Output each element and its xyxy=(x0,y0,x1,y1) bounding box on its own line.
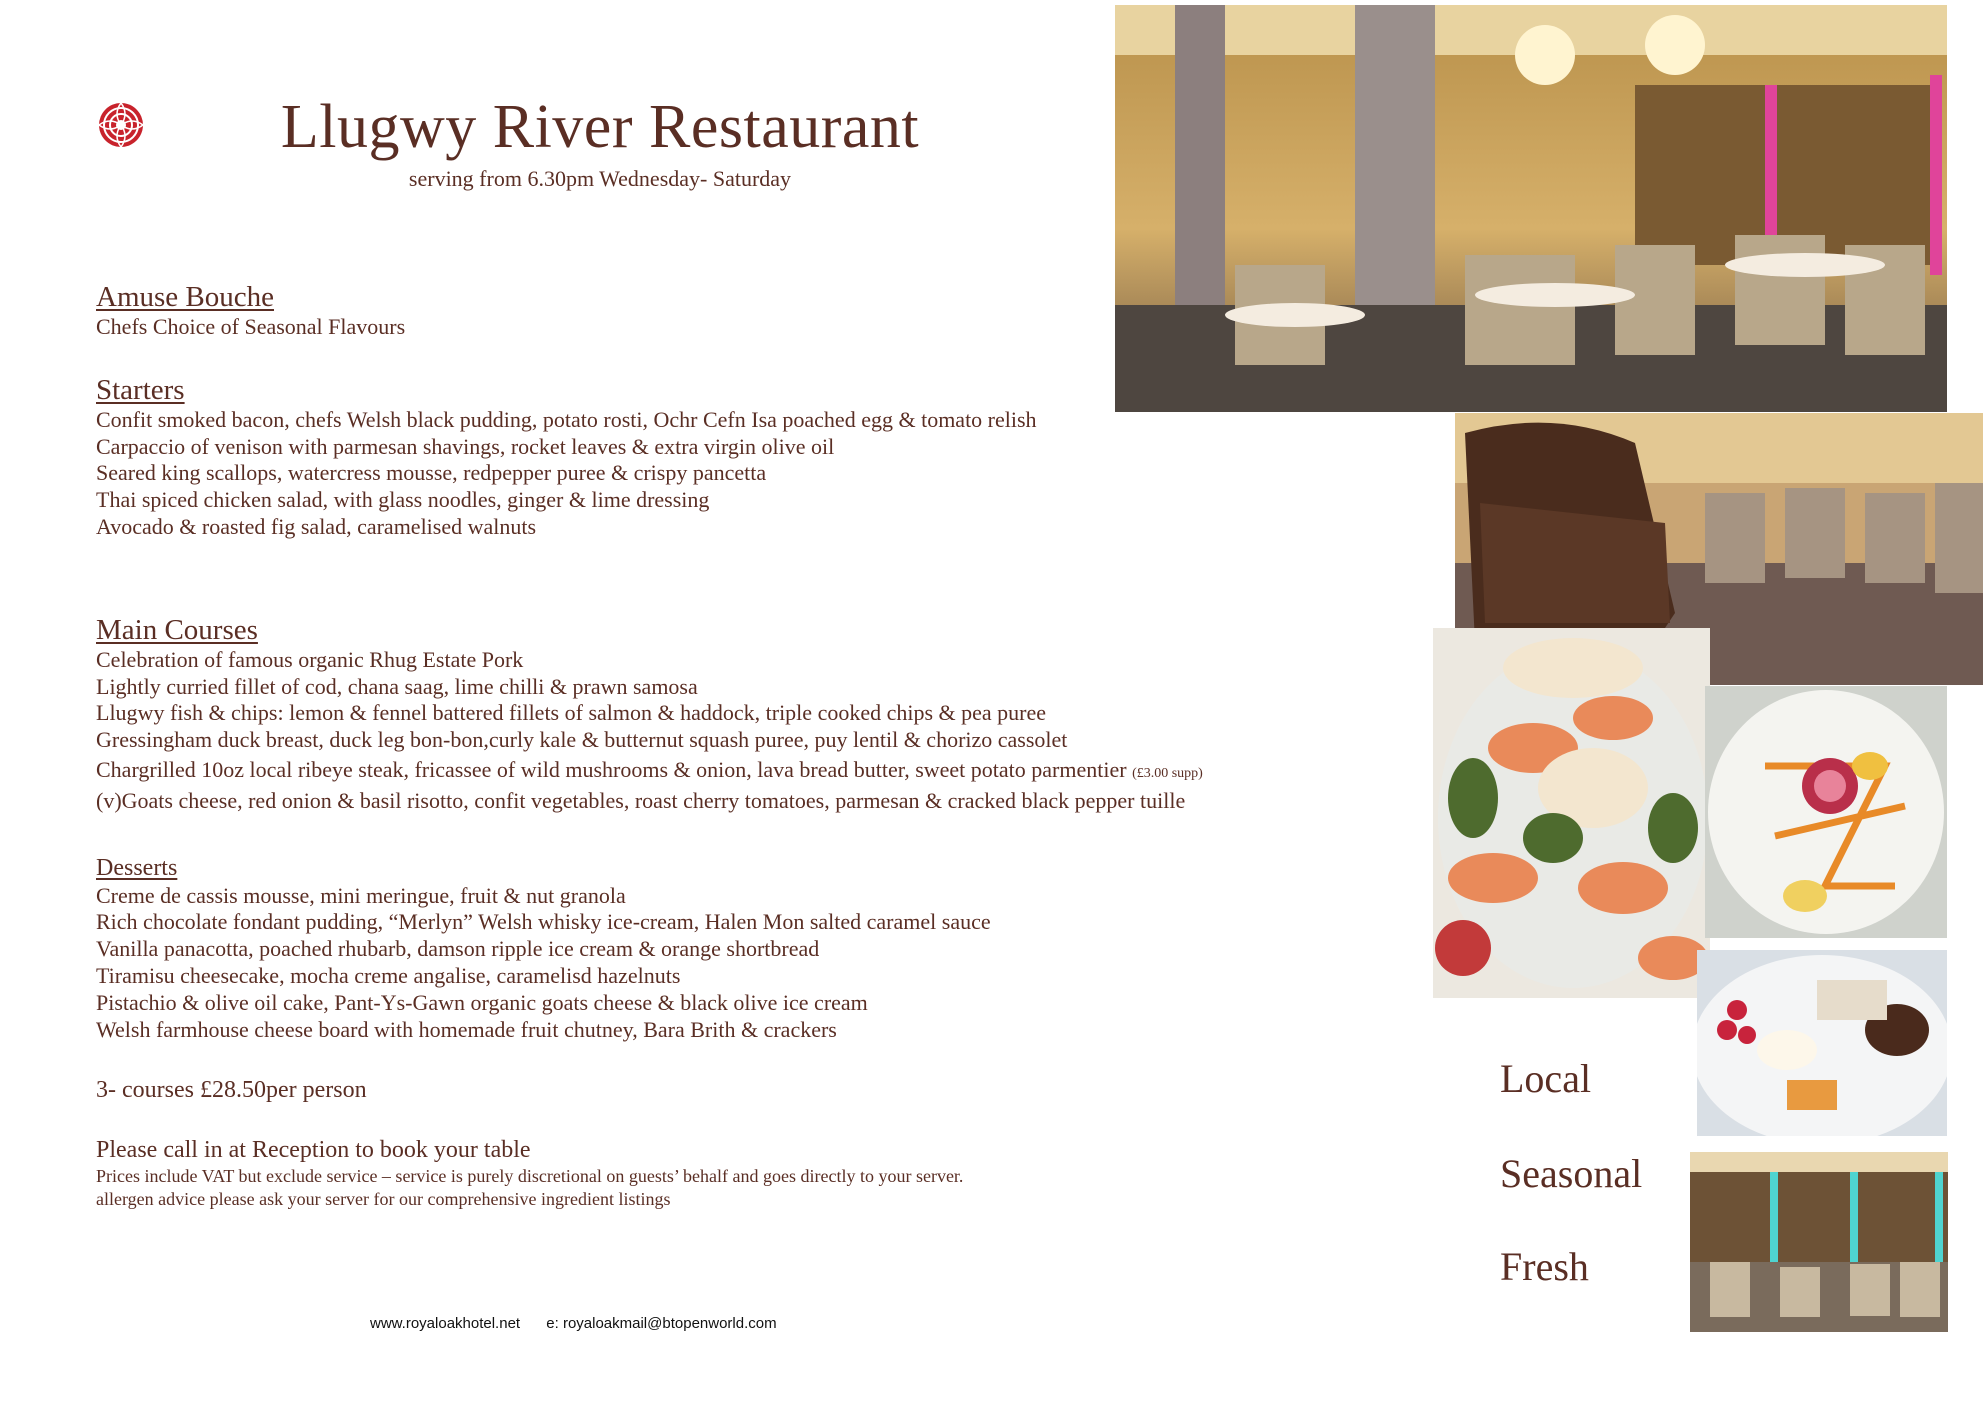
menu-item: Celebration of famous organic Rhug Estate Pork xyxy=(96,646,524,672)
menu-item-text: Chargrilled 10oz local ribeye steak, fricassee of wild mushrooms & onion, lava bread butter, sweet potato parmentier xyxy=(96,756,1127,782)
website-link[interactable]: www.royaloakhotel.net xyxy=(370,1315,521,1332)
menu-item: Gressingham duck breast, duck leg bon-bon,curly kale & butternut squash puree, puy lentil & chorizo cassolet xyxy=(96,727,1068,753)
booking-heading: Please call in at Reception to book your table xyxy=(96,1137,531,1164)
tagline-seasonal: Seasonal xyxy=(1500,1151,1643,1196)
desserts-heading: Desserts xyxy=(96,854,178,881)
teal-dining-room-photo xyxy=(1690,1152,1948,1332)
menu-item: Avocado & roasted fig salad, caramelised walnuts xyxy=(96,513,537,539)
tagline-fresh: Fresh xyxy=(1500,1244,1589,1289)
footer-contact xyxy=(370,1315,777,1332)
page-subtitle: serving from 6.30pm Wednesday- Saturday xyxy=(408,166,792,191)
menu-item: Confit smoked bacon, chefs Welsh black pudding, potato rosti, Ochr Cefn Isa poached egg & tomato relish xyxy=(96,406,1037,432)
course-price: 3- courses £28.50per person xyxy=(96,1077,367,1104)
menu-item: Tiramisu cheesecake, mocha creme angalise, caramelisd hazelnuts xyxy=(96,962,681,988)
menu-item: (v)Goats cheese, red onion & basil risotto, confit vegetables, roast cherry tomatoes, parmesan & cracked black pepper tuille xyxy=(96,787,1186,813)
venison-dish-photo xyxy=(1705,686,1947,938)
tagline-local: Local xyxy=(1500,1056,1592,1101)
starters-heading: Starters xyxy=(96,373,185,406)
desserts-section xyxy=(96,853,1396,1044)
menu-item: Seared king scallops, watercress mousse, redpepper puree & crispy pancetta xyxy=(96,460,767,486)
menu-content xyxy=(96,280,1396,1211)
menu-item: Creme de cassis mousse, mini meringue, fruit & nut granola xyxy=(96,882,626,908)
menu-item: Pistachio & olive oil cake, Pant-Ys-Gawn organic goats cheese & black olive ice cream xyxy=(96,989,868,1015)
menu-item: Chefs Choice of Seasonal Flavours xyxy=(96,314,406,339)
menu-item-steak xyxy=(96,757,1396,788)
menu-item: Rich chocolate fondant pudding, “Merlyn” Welsh whisky ice-cream, Halen Mon salted caramel sauce xyxy=(96,909,991,935)
restaurant-interior-photo xyxy=(1115,5,1947,412)
amuse-bouche-heading: Amuse Bouche xyxy=(96,281,274,313)
dessert-plate-photo xyxy=(1697,950,1947,1136)
menu-item: Welsh farmhouse cheese board with homemade fruit chutney, Bara Brith & crackers xyxy=(96,1016,837,1042)
menu-item: Vanilla panacotta, poached rhubarb, damson ripple ice cream & orange shortbread xyxy=(96,936,820,962)
main-courses-heading: Main Courses xyxy=(96,613,258,646)
email-link[interactable]: e: royaloakmail@btopenworld.com xyxy=(546,1315,777,1332)
allergen-note: allergen advice please ask your server for our comprehensive ingredient listings xyxy=(96,1189,671,1210)
vat-note: Prices include VAT but exclude service – service is purely discretional on guests’ behalf and goes directly to your server. xyxy=(96,1166,964,1187)
main-courses-section xyxy=(96,613,1396,815)
menu-item: Thai spiced chicken salad, with glass noodles, ginger & lime dressing xyxy=(96,487,710,513)
menu-item: Lightly curried fillet of cod, chana saag, lime chilli & prawn samosa xyxy=(96,673,698,699)
page-title: Llugwy River Restaurant xyxy=(280,93,920,161)
menu-item: Carpaccio of venison with parmesan shavings, rocket leaves & extra virgin olive oil xyxy=(96,433,835,459)
menu-item: Llugwy fish & chips: lemon & fennel battered fillets of salmon & haddock, triple cooked chips & pea puree xyxy=(96,700,1047,726)
supplement-note: (£3.00 supp) xyxy=(1132,765,1203,781)
seafood-salad-photo xyxy=(1433,628,1710,998)
